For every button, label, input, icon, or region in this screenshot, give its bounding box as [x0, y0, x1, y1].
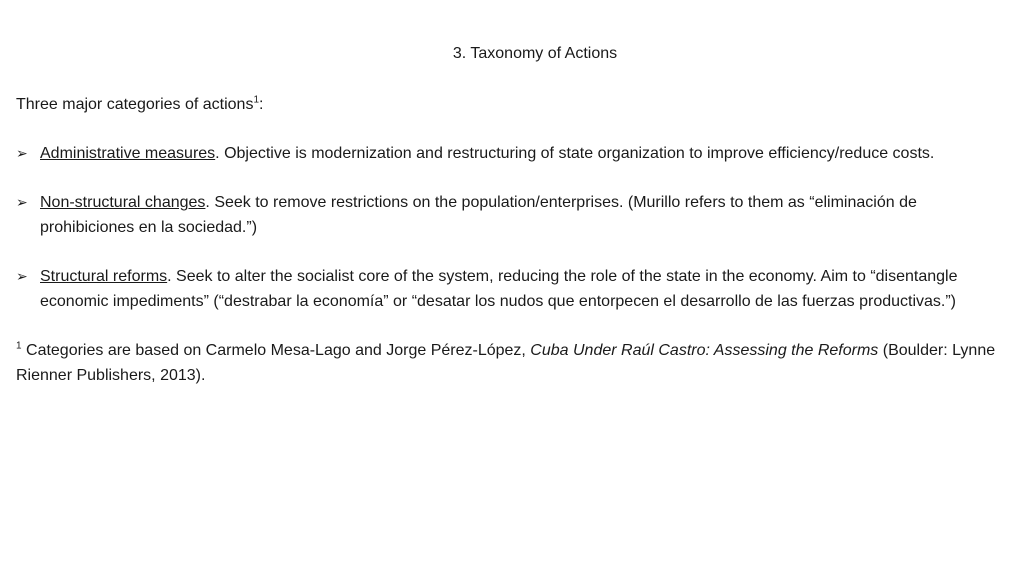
bullet-text: . Seek to remove restrictions on the population/enterprises. (Murillo refers to them as “eliminación de prohibiciones en la sociedad.”) [40, 194, 917, 236]
footnote-text-after: (Boulder: Lynne Rienner Publishers, 2013). [16, 342, 996, 384]
slide-title: 3. Taxonomy of Actions [452, 45, 618, 62]
footnote-text-before: Categories are based on Carmelo Mesa-Lago and Jorge Pérez-López, [21, 342, 531, 359]
bullet-text: . Objective is modernization and restructuring of state organization to improve efficiency/reduce costs. [215, 145, 935, 162]
arrowhead-bullet-icon: ➢ [16, 268, 28, 284]
footnote-marker: 1 [16, 340, 22, 352]
slide-content [16, 92, 1006, 388]
arrowhead-bullet-icon: ➢ [16, 145, 28, 161]
bullet-term: Structural reforms [40, 268, 168, 285]
bullet-structural-reforms [16, 264, 1006, 314]
intro-text: Three major categories of actions [16, 96, 254, 113]
footnote-book-title: Cuba Under Raúl Castro: Assessing the Reforms [530, 342, 879, 359]
bullet-administrative-measures [16, 141, 1006, 166]
intro-line [16, 92, 1006, 117]
intro-trailing: : [259, 96, 264, 113]
bullet-text: . Seek to alter the socialist core of the system, reducing the role of the state in the economy. Aim to “disentangle economic impediments” (“destrabar la economía” or “desatar los nudos que entorpecen el desarrollo de las fuerzas productivas.”) [40, 268, 958, 310]
bullet-term: Administrative measures [40, 145, 216, 162]
arrowhead-bullet-icon: ➢ [16, 194, 28, 210]
bullet-term: Non-structural changes [40, 194, 206, 211]
intro-footnote-marker: 1 [253, 94, 260, 106]
footnote [16, 338, 1006, 388]
bullet-non-structural-changes [16, 190, 1006, 240]
